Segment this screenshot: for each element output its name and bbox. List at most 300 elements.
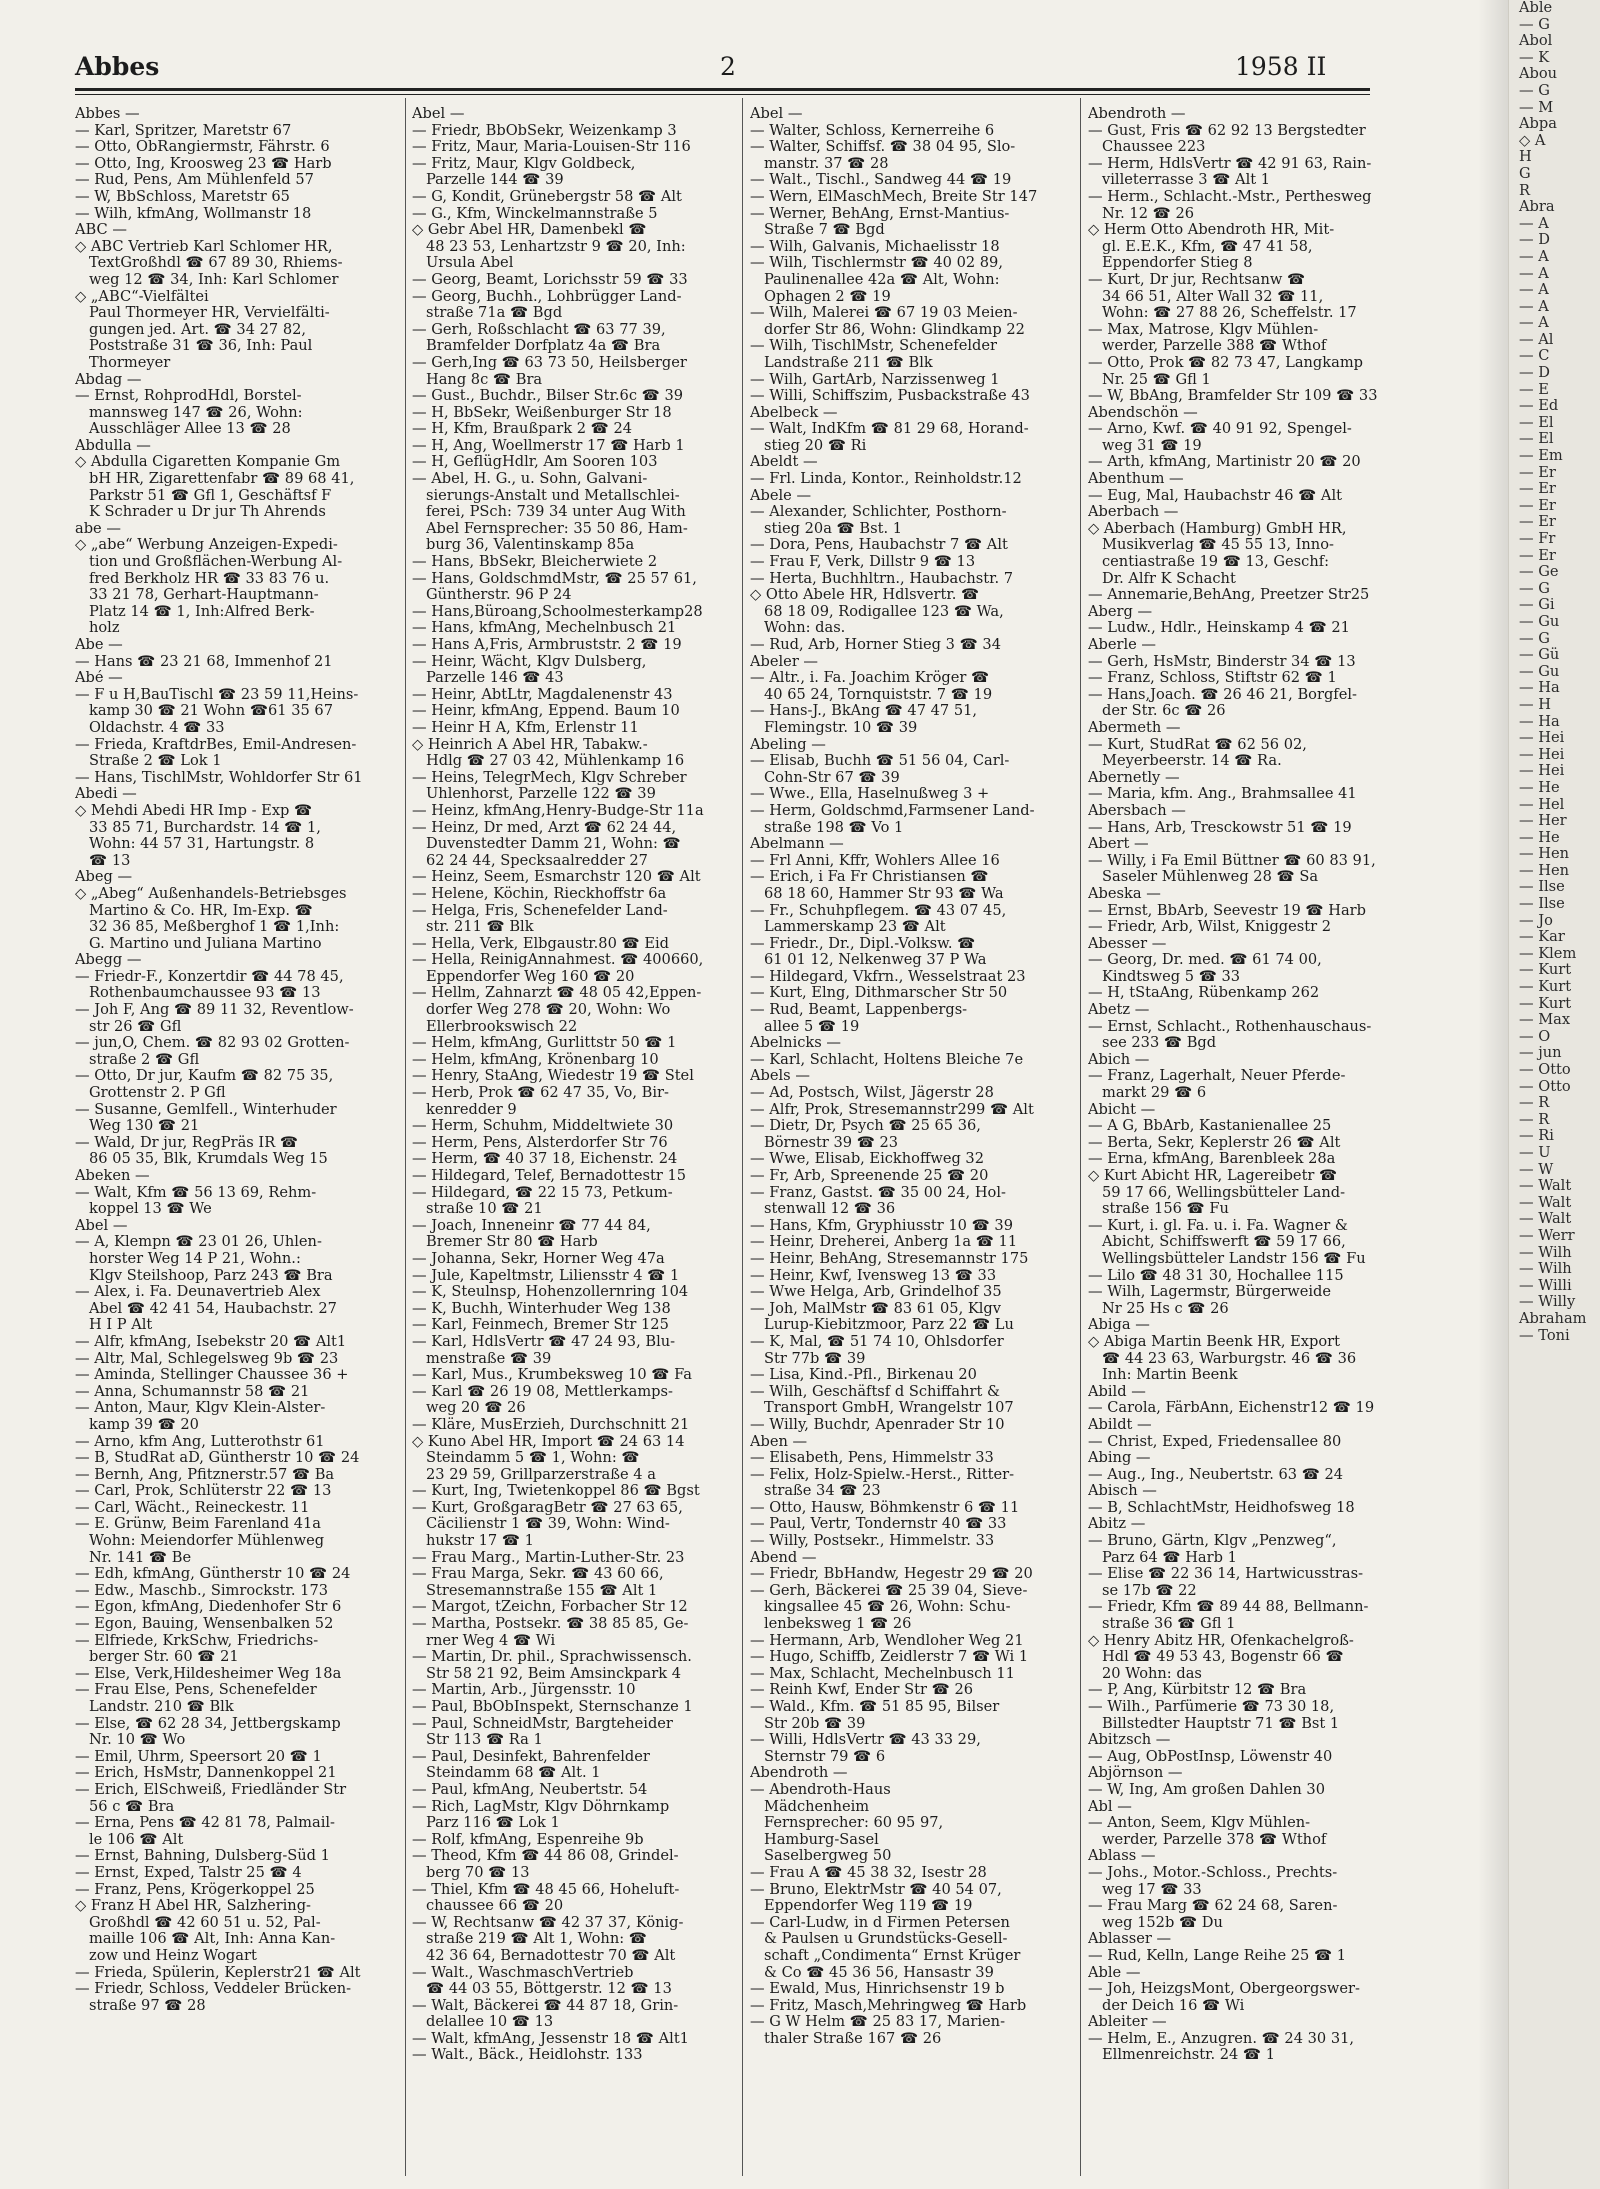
directory-entry: — Gust, Fris ☎ 62 92 13 Bergstedter <box>1088 122 1366 139</box>
entry-continuation: Ophagen 2 ☎ 19 <box>764 288 891 305</box>
next-page-fragment: — Otto <box>1519 1061 1571 1078</box>
entry-continuation: zow und Heinz Wogart <box>89 1947 257 1964</box>
entry-continuation: horster Weg 14 P 21, Wohn.: <box>89 1250 301 1267</box>
entry-continuation: Nr. 10 ☎ Wo <box>89 1732 186 1749</box>
directory-entry: — Hans,Büroang,Schoolmesterkamp28 <box>412 603 703 620</box>
entry-continuation: K Schrader u Dr jur Th Ahrends <box>89 504 326 521</box>
directory-entry: Ablass — <box>1088 1848 1156 1865</box>
entry-continuation: 33 85 71, Burchardstr. 14 ☎ 1, <box>89 819 321 836</box>
entry-continuation: Cäcilienstr 1 ☎ 39, Wohn: Wind- <box>426 1516 670 1533</box>
entry-continuation: 61 01 12, Nelkenweg 37 P Wa <box>764 952 987 969</box>
directory-entry: — Rud, Arb, Horner Stieg 3 ☎ 34 <box>750 637 1001 653</box>
entry-continuation: Str 58 21 92, Beim Amsinckpark 4 <box>426 1665 681 1682</box>
next-page-fragment: H <box>1519 148 1532 166</box>
directory-entry: — Otto, Hausw, Böhmkenstr 6 ☎ 11 <box>750 1499 1020 1516</box>
entry-continuation: Abel Fernsprecher: 35 50 86, Ham- <box>426 520 688 537</box>
directory-entry: — Alex, i. Fa. Deunavertrieb Alex <box>75 1284 321 1301</box>
entry-continuation: hukstr 17 ☎ 1 <box>426 1533 534 1550</box>
next-page-fragment: — Hei <box>1519 762 1565 780</box>
next-page-fragment: — M <box>1519 98 1554 116</box>
directory-entry: — Fr., Schuhpflegem. ☎ 43 07 45, <box>750 902 1007 919</box>
directory-entry: — Wwe Helga, Arb, Grindelhof 35 <box>750 1284 1002 1301</box>
directory-entry: — Kurt, StudRat ☎ 62 56 02, <box>1088 736 1307 753</box>
next-page-fragment: ◇ A <box>1519 131 1546 149</box>
directory-entry: — Friedr, Kfm ☎ 89 44 88, Bellmann- <box>1088 1599 1369 1616</box>
next-page-fragment: — Wilh <box>1519 1260 1572 1278</box>
directory-entry: Abé — <box>75 670 123 687</box>
entry-continuation: Parz 64 ☎ Harb 1 <box>1102 1549 1237 1566</box>
directory-entry: Abdulla — <box>75 437 151 454</box>
directory-entry: — Willy, Buchdr, Apenrader Str 10 <box>750 1416 1005 1433</box>
directory-entry: — F u H,BauTischl ☎ 23 59 11,Heins- <box>75 686 359 703</box>
next-page-fragment: — Ilse <box>1519 878 1565 896</box>
directory-entry: — Heinr, Wächt, Klgv Dulsberg, <box>412 653 647 670</box>
directory-entry: — Joh F, Ang ☎ 89 11 32, Reventlow- <box>75 1002 354 1019</box>
directory-entry: Abich — <box>1088 1051 1150 1068</box>
directory-entry: Abe — <box>75 637 123 653</box>
entry-continuation: Hdl ☎ 49 53 43, Bogenstr 66 ☎ <box>1102 1649 1344 1666</box>
directory-entry: Abildt — <box>1088 1416 1152 1433</box>
entry-continuation: koppel 13 ☎ We <box>89 1201 212 1218</box>
directory-entry: — W, BbAng, Bramfelder Str 109 ☎ 33 <box>1088 388 1378 405</box>
directory-entry: — K, Buchh, Winterhuder Weg 138 <box>412 1300 671 1317</box>
directory-entry: — Martha, Postsekr. ☎ 38 85 85, Ge- <box>412 1616 689 1633</box>
directory-entry: Abelmann — <box>750 836 844 853</box>
entry-continuation: straße 198 ☎ Vo 1 <box>764 819 904 836</box>
entry-continuation: 59 17 66, Wellingsbütteler Land- <box>1102 1184 1346 1201</box>
directory-entry: — B, StudRat aD, Güntherstr 10 ☎ 24 <box>75 1450 360 1467</box>
entry-continuation: Wohn: 44 57 31, Hartungstr. 8 <box>89 836 315 853</box>
directory-entry: Abendschön — <box>1088 404 1198 421</box>
directory-entry: Abele — <box>750 487 812 504</box>
directory-entry: — Johanna, Sekr, Horner Weg 47a <box>412 1250 665 1267</box>
directory-entry: — Anna, Schumannstr 58 ☎ 21 <box>75 1383 310 1400</box>
directory-entry: Abenthum — <box>1088 471 1184 488</box>
column-divider <box>742 98 743 2176</box>
directory-entry: ◇ „ABC“-Vielfältei <box>75 288 209 305</box>
entry-continuation: lenbeksweg 1 ☎ 26 <box>764 1616 912 1633</box>
directory-entry: — Walt, Kfm ☎ 56 13 69, Rehm- <box>75 1184 317 1201</box>
next-page-fragment: — D <box>1519 364 1550 382</box>
directory-entry: Abjörnson — <box>1088 1765 1183 1782</box>
next-page-fragment: — Er <box>1519 513 1556 531</box>
directory-entry: ◇ Herm Otto Abendroth HR, Mit- <box>1088 222 1335 239</box>
entry-continuation: Steindamm 68 ☎ Alt. 1 <box>426 1765 601 1782</box>
entry-continuation: Str 20b ☎ 39 <box>764 1715 866 1732</box>
entry-continuation: 40 65 24, Tornquiststr. 7 ☎ 19 <box>764 686 993 703</box>
directory-entry: — Otto, Dr jur, Kaufm ☎ 82 75 35, <box>75 1068 334 1085</box>
next-page-fragment: G <box>1519 164 1531 182</box>
directory-entry: Abiga — <box>1088 1317 1150 1334</box>
directory-entry: Abelnicks — <box>750 1035 841 1052</box>
next-page-fragment: Abraham <box>1519 1309 1587 1327</box>
directory-entry: — Willy, Postsekr., Himmelstr. 33 <box>750 1533 995 1550</box>
directory-entry: — Ernst, Exped, Talstr 25 ☎ 4 <box>75 1864 302 1881</box>
directory-entry: — Susanne, Gemlfell., Winterhuder <box>75 1101 337 1118</box>
directory-entry: ◇ Otto Abele HR, Hdlsvertr. ☎ <box>750 587 980 604</box>
directory-entry: — Rud, Kelln, Lange Reihe 25 ☎ 1 <box>1088 1947 1347 1964</box>
directory-entry: — Max, Schlacht, Mechelnbusch 11 <box>750 1665 1015 1682</box>
directory-entry: — E. Grünw, Beim Farenland 41a <box>75 1516 322 1533</box>
next-page-fragment: Able <box>1519 0 1553 16</box>
next-page-fragment: — D <box>1519 231 1550 249</box>
entry-continuation: bH HR, Zigarettenfabr ☎ 89 68 41, <box>89 471 355 488</box>
entry-continuation: Wohn: Meiendorfer Mühlenweg <box>89 1533 325 1550</box>
directory-entry: — Walter, Schloss, Kernerreihe 6 <box>750 122 995 139</box>
entry-continuation: Uhlenhorst, Parzelle 122 ☎ 39 <box>426 786 656 803</box>
directory-entry: — Frau A ☎ 45 38 32, Isestr 28 <box>750 1864 987 1881</box>
next-page-fragment: — C <box>1519 347 1550 365</box>
next-page-fragment: — E <box>1519 380 1549 398</box>
directory-entry: — Karl, HdlsVertr ☎ 47 24 93, Blu- <box>412 1333 676 1350</box>
directory-entry: — Walt, kfmAng, Jessenstr 18 ☎ Alt1 <box>412 2030 689 2047</box>
entry-continuation: berger Str. 60 ☎ 21 <box>89 1649 239 1666</box>
next-page-fragment: — Gü <box>1519 646 1560 664</box>
directory-entry: — Paul, Desinfekt, Bahrenfelder <box>412 1748 650 1765</box>
next-page-fragment: — G <box>1519 81 1550 99</box>
directory-entry: Abild — <box>1088 1383 1146 1400</box>
directory-entry: — P, Ang, Kürbitstr 12 ☎ Bra <box>1088 1682 1307 1699</box>
directory-entry: — Walt, Bäckerei ☎ 44 87 18, Grin- <box>412 1997 679 2014</box>
next-page-fragment: — W <box>1519 1160 1554 1178</box>
next-page-fragment: — G <box>1519 579 1550 597</box>
directory-entry: Abing — <box>1088 1450 1151 1467</box>
next-page-fragment: Abpa <box>1519 115 1557 133</box>
directory-entry: — Werner, BehAng, Ernst-Mantius- <box>750 205 1010 222</box>
entry-continuation: & Paulsen u Grundstücks-Gesell- <box>764 1931 1008 1948</box>
directory-entry: Abersbach — <box>1088 802 1186 819</box>
next-page-fragment: — jun <box>1519 1044 1562 1062</box>
entry-continuation: Bremer Str 80 ☎ Harb <box>426 1234 598 1251</box>
entry-continuation: Klgv Steilshoop, Parz 243 ☎ Bra <box>89 1267 333 1284</box>
directory-entry: — Ludw., Hdlr., Heinskamp 4 ☎ 21 <box>1088 620 1350 637</box>
directory-entry: — Max, Matrose, Klgv Mühlen- <box>1088 321 1319 338</box>
entry-continuation: straße 71a ☎ Bgd <box>426 305 563 322</box>
directory-entry: — Franz, Gastst. ☎ 35 00 24, Hol- <box>750 1184 1006 1201</box>
directory-entry: — Frieda, Spülerin, Keplerstr21 ☎ Alt <box>75 1964 361 1981</box>
entry-continuation: 33 21 78, Gerhart-Hauptmann- <box>89 587 319 604</box>
directory-entry: — Herm, Goldschmd,Farmsener Land- <box>750 802 1035 819</box>
directory-entry: — Annemarie,BehAng, Preetzer Str25 <box>1088 587 1370 604</box>
directory-entry: — Helene, Köchin, Rieckhoffstr 6a <box>412 885 667 902</box>
next-page-fragment: — He <box>1519 778 1560 796</box>
directory-entry: ◇ Heinrich A Abel HR, Tabakw.- <box>412 736 648 753</box>
directory-entry: Abeska — <box>1088 885 1161 902</box>
column-3 <box>750 106 1070 2176</box>
next-page-fragment: — U <box>1519 1143 1551 1161</box>
directory-entry: — Paul, Vertr, Tondernstr 40 ☎ 33 <box>750 1516 1007 1533</box>
next-page-fragment: — Kar <box>1519 928 1565 946</box>
entry-continuation: Nr. 25 ☎ Gfl 1 <box>1102 371 1211 388</box>
directory-entry: — Eug, Mal, Haubachstr 46 ☎ Alt <box>1088 487 1343 504</box>
entry-continuation: Stresemannstraße 155 ☎ Alt 1 <box>426 1582 658 1599</box>
next-page-fragment: — Willi <box>1519 1276 1572 1294</box>
next-page-fragment: Abou <box>1519 65 1558 83</box>
directory-entry: — Erich, HsMstr, Dannenkoppel 21 <box>75 1765 337 1782</box>
directory-entry: — Otto, ObRangiermstr, Fährstr. 6 <box>75 139 330 156</box>
page-header <box>75 52 1370 92</box>
directory-entry: ◇ Kurt Abicht HR, Lagereibetr ☎ <box>1088 1168 1338 1184</box>
directory-entry: — Heins, TelegrMech, Klgv Schreber <box>412 769 687 786</box>
directory-entry: Abicht — <box>1088 1101 1156 1118</box>
entry-continuation: Duvenstedter Damm 21, Wohn: ☎ <box>426 836 681 853</box>
directory-entry: Abeken — <box>75 1168 150 1184</box>
next-page-fragment: — Em <box>1519 447 1563 465</box>
directory-entry: — Walt., WaschmaschVertrieb <box>412 1964 634 1981</box>
directory-entry: Abels — <box>750 1068 810 1085</box>
entry-continuation: 86 05 35, Blk, Krumdals Weg 15 <box>89 1151 328 1168</box>
next-page-fragment: — R <box>1519 1110 1550 1128</box>
next-page-fragment: — G <box>1519 15 1550 33</box>
entry-continuation: 32 36 85, Meßberghof 1 ☎ 1,Inh: <box>89 919 340 936</box>
next-page-fragment: — Jo <box>1519 911 1553 929</box>
directory-entry: — Erna, kfmAng, Barenbleek 28a <box>1088 1151 1336 1168</box>
directory-entry: — Elisab, Buchh ☎ 51 56 04, Carl- <box>750 753 1010 770</box>
directory-entry: — Frau Marga, Sekr. ☎ 43 60 66, <box>412 1566 664 1583</box>
directory-entry: — Fritz, Masch,Mehringweg ☎ Harb <box>750 1997 1027 2014</box>
directory-entry: — Wilh, Geschäftsf d Schiffahrt & <box>750 1383 1000 1400</box>
directory-entry: — Karl, Mus., Krumbeksweg 10 ☎ Fa <box>412 1367 692 1384</box>
directory-entry: — Willi, HdlsVertr ☎ 43 33 29, <box>750 1732 981 1749</box>
entry-continuation: Billstedter Hauptstr 71 ☎ Bst 1 <box>1102 1715 1340 1732</box>
directory-entry: — Frl Anni, Kffr, Wohlers Allee 16 <box>750 852 1000 869</box>
entry-continuation: Fernsprecher: 60 95 97, <box>764 1815 944 1832</box>
directory-entry: — A, Klempn ☎ 23 01 26, Uhlen- <box>75 1234 322 1251</box>
directory-entry: — Herm, ☎ 40 37 18, Eichenstr. 24 <box>412 1151 678 1168</box>
directory-entry: — Wilh, Tischlermstr ☎ 40 02 89, <box>750 255 1003 272</box>
directory-entry: — H, BbSekr, Weißenburger Str 18 <box>412 404 672 421</box>
entry-continuation: Poststraße 31 ☎ 36, Inh: Paul <box>89 338 313 355</box>
entry-continuation: tion und Großflächen-Werbung Al- <box>89 554 343 571</box>
next-page-fragment: — Al <box>1519 330 1554 348</box>
entry-continuation: Eppendorfer Stieg 8 <box>1102 255 1253 272</box>
entry-continuation: Grottenstr 2. P Gfl <box>89 1085 226 1102</box>
entry-continuation: Hang 8c ☎ Bra <box>426 371 543 388</box>
next-page-fragment: — El <box>1519 413 1554 431</box>
entry-continuation: ☎ 13 <box>89 852 131 869</box>
next-page-fragment: — Ilse <box>1519 895 1565 913</box>
directory-entry: — Herm., Schlacht.-Mstr., Perthesweg <box>1088 188 1372 205</box>
directory-entry: — Carola, FärbAnn, Eichenstr12 ☎ 19 <box>1088 1400 1375 1417</box>
entry-continuation: der Deich 16 ☎ Wi <box>1102 1997 1245 2014</box>
directory-entry: — Christ, Exped, Friedensallee 80 <box>1088 1433 1342 1450</box>
entry-continuation: Transport GmbH, Wrangelstr 107 <box>764 1400 1014 1417</box>
directory-entry: — Else, ☎ 62 28 34, Jettbergskamp <box>75 1715 341 1732</box>
directory-entry: — Friedr, Schloss, Veddeler Brücken- <box>75 1981 352 1998</box>
entry-continuation: weg 12 ☎ 34, Inh: Karl Schlomer <box>89 271 339 288</box>
directory-entry: — Georg, Buchh., Lohbrügger Land- <box>412 288 682 305</box>
entry-continuation: straße 97 ☎ 28 <box>89 1997 206 2014</box>
entry-continuation: Landstr. 210 ☎ Blk <box>89 1699 234 1715</box>
entry-continuation: Straße 7 ☎ Bgd <box>764 222 885 239</box>
entry-continuation: Thormeyer <box>89 354 171 371</box>
directory-entry: Aberg — <box>1088 603 1153 620</box>
directory-entry: — K, Steulnsp, Hohenzollernring 104 <box>412 1284 689 1301</box>
directory-entry: — Friedr, BbHandw, Hegestr 29 ☎ 20 <box>750 1566 1033 1583</box>
directory-entry: Aberle — <box>1088 637 1157 653</box>
directory-entry: — jun,O, Chem. ☎ 82 93 02 Grotten- <box>75 1035 350 1052</box>
entry-continuation: se 17b ☎ 22 <box>1102 1582 1197 1599</box>
directory-entry: — Hildegard, Telef, Bernadottestr 15 <box>412 1168 687 1184</box>
directory-entry: ◇ Mehdi Abedi HR Imp - Exp ☎ <box>75 802 313 819</box>
directory-entry: — Hellm, Zahnarzt ☎ 48 05 42,Eppen- <box>412 985 702 1002</box>
entry-continuation: ☎ 44 23 63, Warburgstr. 46 ☎ 36 <box>1102 1350 1357 1367</box>
directory-entry: — Aug, ObPostInsp, Löwenstr 40 <box>1088 1748 1333 1765</box>
entry-continuation: centiastraße 19 ☎ 13, Geschf: <box>1102 554 1330 571</box>
entry-continuation: dorfer Weg 278 ☎ 20, Wohn: Wo <box>426 1002 671 1019</box>
directory-entry: Abeldt — <box>750 454 818 471</box>
directory-entry: — Karl, Spritzer, Maretstr 67 <box>75 122 292 139</box>
directory-entry: — Franz, Lagerhalt, Neuer Pferde- <box>1088 1068 1346 1085</box>
next-page-fragment: — Her <box>1519 812 1567 830</box>
directory-entry: — Wilh, Malerei ☎ 67 19 03 Meien- <box>750 305 1018 322</box>
directory-entry: — Heinr, BehAng, Stresemannstr 175 <box>750 1250 1029 1267</box>
entry-continuation: werder, Parzelle 378 ☎ Wthof <box>1102 1831 1327 1848</box>
directory-entry: ◇ ABC Vertrieb Karl Schlomer HR, <box>75 238 333 255</box>
next-page-fragment: — Hen <box>1519 861 1569 879</box>
next-page-fragment: — Wilh <box>1519 1243 1572 1261</box>
entry-continuation: stieg 20a ☎ Bst. 1 <box>764 520 903 537</box>
directory-entry: — Ernst, Bahning, Dulsberg-Süd 1 <box>75 1848 330 1865</box>
directory-entry: Abelbeck — <box>750 404 838 421</box>
directory-entry: — Hugo, Schiffb, Zeidlerstr 7 ☎ Wi 1 <box>750 1649 1029 1666</box>
directory-entry: — Frau Marg ☎ 62 24 68, Saren- <box>1088 1898 1338 1915</box>
entry-continuation: Großhdl ☎ 42 60 51 u. 52, Pal- <box>89 1914 321 1931</box>
header-year-volume: 1958 II <box>1235 52 1327 81</box>
entry-continuation: Saselbergweg 50 <box>764 1848 892 1865</box>
directory-entry: — Arth, kfmAng, Martinistr 20 ☎ 20 <box>1088 454 1361 471</box>
directory-entry: — Hella, Verk, Elbgaustr.80 ☎ Eid <box>412 935 669 952</box>
directory-entry: ABC — <box>75 222 127 239</box>
directory-entry: Abel — <box>75 1217 128 1234</box>
entry-continuation: Parkstr 51 ☎ Gfl 1, Geschäftsf F <box>89 487 332 504</box>
entry-continuation: le 106 ☎ Alt <box>89 1831 184 1848</box>
directory-entry: — Wald, Dr jur, RegPräs IR ☎ <box>75 1134 299 1151</box>
directory-entry: — Ernst, Schlacht., Rothenhauschaus- <box>1088 1018 1372 1035</box>
directory-entry: ◇ Franz H Abel HR, Salzhering- <box>75 1898 311 1915</box>
gutter-shadow <box>1478 0 1508 2189</box>
directory-entry: — Gust., Buchdr., Bilser Str.6c ☎ 39 <box>412 388 684 405</box>
entry-continuation: straße 156 ☎ Fu <box>1102 1201 1229 1218</box>
entry-continuation: 56 c ☎ Bra <box>89 1798 175 1815</box>
directory-entry: — Egon, Bauing, Wensenbalken 52 <box>75 1616 334 1633</box>
next-page-fragment: — Er <box>1519 496 1556 514</box>
directory-entry: — Helm, E., Anzugren. ☎ 24 30 31, <box>1088 2030 1355 2047</box>
directory-entry: ◇ „Abeg“ Außenhandels-Betriebsges <box>75 885 347 902</box>
directory-entry: — Bernh, Ang, Pfitznerstr.57 ☎ Ba <box>75 1466 335 1483</box>
entry-continuation: Güntherstr. 96 P 24 <box>426 587 572 604</box>
directory-entry: ◇ Abdulla Cigaretten Kompanie Gm <box>75 454 341 471</box>
directory-entry: Abisch — <box>1088 1483 1157 1500</box>
directory-entry: Aben — <box>750 1433 808 1450</box>
directory-entry: ◇ Gebr Abel HR, Damenbekl ☎ <box>412 222 647 239</box>
directory-entry: — Henry, StaAng, Wiedestr 19 ☎ Stel <box>412 1068 694 1085</box>
entry-continuation: Saseler Mühlenweg 28 ☎ Sa <box>1102 869 1319 886</box>
directory-entry: Abeg — <box>75 869 133 886</box>
entry-continuation: 68 18 60, Hammer Str 93 ☎ Wa <box>764 885 1004 902</box>
directory-entry: — Heinr, Kwf, Ivensweg 13 ☎ 33 <box>750 1267 997 1284</box>
entry-continuation: weg 31 ☎ 19 <box>1102 437 1202 454</box>
entry-continuation: straße 10 ☎ 21 <box>426 1201 543 1218</box>
next-page-fragment: — Er <box>1519 463 1556 481</box>
directory-entry: — Fritz, Maur, Klgv Goldbeck, <box>412 155 636 172</box>
directory-entry: ◇ Abiga Martin Beenk HR, Export <box>1088 1333 1341 1350</box>
directory-entry: — Wern, ElMaschMech, Breite Str 147 <box>750 188 1038 205</box>
directory-entry: — Heinr, Dreherei, Anberg 1a ☎ 11 <box>750 1234 1018 1251</box>
directory-entry: — Ernst, BbArb, Seevestr 19 ☎ Harb <box>1088 902 1366 919</box>
entry-continuation: manstr. 37 ☎ 28 <box>764 155 889 172</box>
next-page-fragment: — A <box>1519 297 1549 315</box>
column-1 <box>75 106 395 2176</box>
directory-entry: — Helm, kfmAng, Gurlittstr 50 ☎ 1 <box>412 1035 677 1052</box>
directory-entry: — Fritz, Maur, Maria-Louisen-Str 116 <box>412 139 691 156</box>
entry-continuation: ferei, PSch: 739 34 unter Aug With <box>426 504 686 521</box>
entry-continuation: 62 24 44, Specksaalredder 27 <box>426 852 648 869</box>
directory-entry: ◇ Kuno Abel HR, Import ☎ 24 63 14 <box>412 1433 685 1450</box>
entry-continuation: Chaussee 223 <box>1102 139 1206 156</box>
entry-continuation: Parzelle 144 ☎ 39 <box>426 172 564 189</box>
directory-entry: — Berta, Sekr, Keplerstr 26 ☎ Alt <box>1088 1134 1341 1151</box>
directory-entry: — Wald., Kfm. ☎ 51 85 95, Bilser <box>750 1699 1000 1715</box>
entry-continuation: 42 36 64, Bernadottestr 70 ☎ Alt <box>426 1947 676 1964</box>
directory-entry: — Arno, Kwf. ☎ 40 91 92, Spengel- <box>1088 421 1352 438</box>
next-page-fragment: — O <box>1519 1027 1551 1045</box>
directory-entry: — Emil, Uhrm, Speersort 20 ☎ 1 <box>75 1748 322 1765</box>
directory-entry: Abetz — <box>1088 1002 1150 1019</box>
directory-entry: — Anton, Seem, Klgv Mühlen- <box>1088 1815 1311 1832</box>
directory-entry: Abendroth — <box>1088 106 1186 122</box>
directory-entry: — Wwe., Ella, Haselnußweg 3 + <box>750 786 990 803</box>
directory-entry: — H, Kfm, Braußpark 2 ☎ 24 <box>412 421 633 438</box>
header-keyword: Abbes <box>75 52 160 81</box>
directory-entry: — Egon, kfmAng, Diedenhofer Str 6 <box>75 1599 342 1616</box>
directory-entry: — Willi, Schiffszim, Pusbackstraße 43 <box>750 388 1030 405</box>
entry-continuation: Steindamm 5 ☎ 1, Wohn: ☎ <box>426 1450 640 1467</box>
next-page-fragment: — H <box>1519 695 1551 713</box>
directory-entry: — Hans, Arb, Tresckowstr 51 ☎ 19 <box>1088 819 1352 836</box>
directory-entry: — Lisa, Kind.-Pfl., Birkenau 20 <box>750 1367 977 1384</box>
directory-entry: — Frau Else, Pens, Schenefelder <box>75 1682 317 1699</box>
entry-continuation: allee 5 ☎ 19 <box>764 1018 860 1035</box>
directory-entry: Abedi — <box>75 786 137 803</box>
next-page-fragment: — Ha <box>1519 712 1560 730</box>
entry-continuation: chaussee 66 ☎ 20 <box>426 1898 564 1915</box>
directory-entry: — Wilh, GartArb, Narzissenweg 1 <box>750 371 1000 388</box>
directory-entry: — Kläre, MusErzieh, Durchschnitt 21 <box>412 1416 690 1433</box>
directory-entry: — Carl-Ludw, in d Firmen Petersen <box>750 1914 1010 1931</box>
directory-entry: Abend — <box>750 1549 817 1566</box>
directory-entry: — Aug., Ing., Neubertstr. 63 ☎ 24 <box>1088 1466 1344 1483</box>
directory-entry: — Altr., i. Fa. Joachim Kröger ☎ <box>750 670 990 687</box>
entry-continuation: Wohn: das. <box>764 620 846 637</box>
entry-continuation: Eppendorfer Weg 119 ☎ 19 <box>764 1898 973 1915</box>
directory-entry: — Joh, HeizgsMont, Obergeorgswer- <box>1088 1981 1360 1998</box>
entry-continuation: stieg 20 ☎ Ri <box>764 437 867 454</box>
directory-entry: — Franz, Pens, Krögerkoppel 25 <box>75 1881 315 1898</box>
directory-entry: — Willy, i Fa Emil Büttner ☎ 60 83 91, <box>1088 852 1376 869</box>
directory-entry: — Herm, HdlsVertr ☎ 42 91 63, Rain- <box>1088 155 1372 172</box>
entry-continuation: str 26 ☎ Gfl <box>89 1018 182 1035</box>
directory-entry: — Gerh,Ing ☎ 63 73 50, Heilsberger <box>412 354 687 371</box>
directory-entry: — Ad, Postsch, Wilst, Jägerstr 28 <box>750 1085 994 1102</box>
entry-continuation: Weg 130 ☎ 21 <box>89 1118 200 1135</box>
directory-entry: — A G, BbArb, Kastanienallee 25 <box>1088 1118 1332 1135</box>
directory-entry: — Lilo ☎ 48 31 30, Hochallee 115 <box>1088 1267 1344 1284</box>
directory-entry: — Hildegard, Vkfrn., Wesselstraat 23 <box>750 968 1026 985</box>
entry-continuation: Abicht, Schiffswerft ☎ 59 17 66, <box>1102 1234 1346 1251</box>
directory-entry: Abendroth — <box>750 1765 848 1782</box>
next-page-fragment: — Er <box>1519 480 1556 498</box>
